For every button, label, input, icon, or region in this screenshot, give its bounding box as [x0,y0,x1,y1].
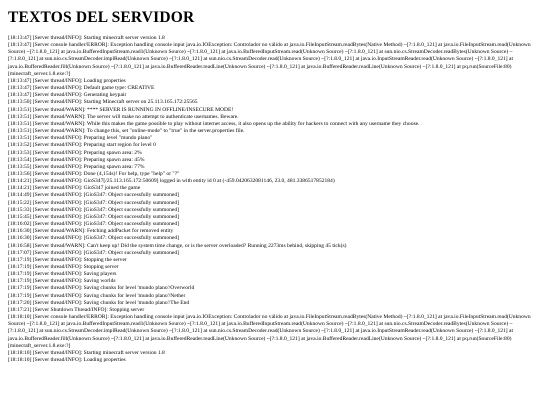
log-line: [18:18:10] [Server thread/INFO]: Starting minecraft server version 1.8 [8,349,165,356]
log-line: [18:16:30] [Server thread/WARN]: Fetching addPacket for removed entity [8,228,174,235]
log-line: [18:15:22] [Server thread/INFO]: [GioS347: Object successfully summoned] [8,199,179,206]
server-log [8,35,532,364]
log-line: [18:17:19] [Server thread/INFO]: Saving chunks for level 'mundo plano'/Overworld [8,285,195,292]
log-line: [18:17:19] [Server thread/INFO]: Saving chunks for level 'mundo plano'/Nether [8,292,186,299]
log-line: [18:13:47] [Server thread/INFO]: Generating keypair [8,92,127,99]
log-line: [18:17:19] [Server thread/INFO]: Saving worlds [8,278,116,285]
log-line: [18:13:51] [Server thread/INFO]: Preparing level "mundo plano" [8,135,153,142]
log-line: [18:13:50] [Server thread/INFO]: Starting Minecraft server on 25.113.165.172:25565 [8,99,198,106]
log-line: [18:14:49] [Server thread/INFO]: [GioS347: Object successfully summoned] [8,192,179,199]
log-line: [18:13:54] [Server thread/INFO]: Preparing spawn area: 45% [8,156,145,163]
log-line: [18:17:19] [Server thread/INFO]: Stopping server [8,264,119,270]
log-line: [18:13:51] [Server thread/WARN]: While this makes the game possible to play without internet access, it also opens up the ability for hackers to connect with any username they choose. [8,120,420,127]
log-line: [18:18:10] [Server console handler/ERROR]: Exception handling console input java.io.IOException: Controlador no válido at java.io.FileInputStream.readBytes(Native Method) ~[?:1.8.0_121] at java.io.FileInputStream.read(Unknown Source) ~[?:1.8.0_121] at java.io.BufferedInputStream.read1(Unknown Source) ~[?:1.8.0_121] at java.io.BufferedInputStream.read(Unknown Source) ~[?:1.8.0_121] at sun.nio.cs.StreamDecoder.readBytes(Unknown Source) ~[?:1.8.0_121] at sun.nio.cs.StreamDecoder.implRead(Unknown Source) ~[?:1.8.0_121] at sun.nio.cs.StreamDecoder.read(Unknown Source) ~[?:1.8.0_121] at java.io.InputStreamReader.read(Unknown Source) ~[?:1.8.0_121] at java.io.BufferedReader.fill(Unknown Source) ~[?:1.8.0_121] at java.io.BufferedReader.readLine(Unknown Source) ~[?:1.8.0_121] at java.io.BufferedReader.readLine(Unknown Source) ~[?:1.8.0_121] at pq.run(SourceFile:80) [minecraft_server.1.8.exe:?] [8,314,531,349]
log-line: [18:13:52] [Server thread/INFO]: Preparing start region for level 0 [8,142,156,149]
log-line: [18:13:51] [Server thread/WARN]: To change this, set "online-mode" to "true" in the server.properties file. [8,128,245,135]
log-line: [18:17:21] [Server Shutdown Thread/INFO]: Stopping server [8,306,145,313]
log-line: [18:13:47] [Server thread/INFO]: Starting minecraft server version 1.8 [8,35,165,41]
log-line: [18:16:02] [Server thread/INFO]: [GioS347: Object successfully summoned] [8,221,179,228]
log-line: [18:16:30] [Server thread/INFO]: [GioS347: Object successfully summoned] [8,235,179,242]
log-line: [18:17:19] [Server thread/INFO]: Stopping the server [8,256,127,263]
log-line: [18:17:19] [Server thread/INFO]: Saving players [8,271,117,278]
log-line: [18:13:55] [Server thread/INFO]: Preparing spawn area: 77% [8,163,145,170]
log-line: [18:18:10] [Server thread/INFO]: Loading properties [8,357,126,364]
log-line: [18:15:45] [Server thread/INFO]: [GioS347: Object successfully summoned] [8,213,179,220]
log-line: [18:13:51] [Server thread/WARN]: The server will make no attempt to authenticate usernames. Beware. [8,113,239,120]
log-line: [18:15:33] [Server thread/INFO]: [GioS347: Object successfully summoned] [8,206,179,213]
log-line: [18:13:56] [Server thread/INFO]: Done (4,154s)! For help, type "help" or "?" [8,170,180,177]
log-line: [18:16:58] [Server thread/WARN]: Can't keep up! Did the system time change, or is the server overloaded? Running 2273ms behind, skipping 45 tick(s) [8,242,347,249]
log-line: [18:13:53] [Server thread/INFO]: Preparing spawn area: 2% [8,149,142,156]
log-line: [18:13:51] [Server thread/WARN]: **** SERVER IS RUNNING IN OFFLINE/INSECURE MODE! [8,106,234,113]
log-line: [18:13:47] [Server console handler/ERROR]: Exception handling console input java.io.IOException: Controlador no válido at java.io.FileInputStream.readBytes(Native Method) ~[?:1.8.0_121] at java.io.FileInputStream.read(Unknown Source) ~[?:1.8.0_121] at java.io.BufferedInputStream.read1(Unknown Source) ~[?:1.8.0_121] at java.io.BufferedInputStream.read(Unknown Source) ~[?:1.8.0_121] at sun.nio.cs.StreamDecoder.readBytes(Unknown Source) ~[?:1.8.0_121] at sun.nio.cs.StreamDecoder.implRead(Unknown Source) ~[?:1.8.0_121] at sun.nio.cs.StreamDecoder.read(Unknown Source) ~[?:1.8.0_121] at java.io.InputStreamReader.read(Unknown Source) ~[?:1.8.0_121] at java.io.BufferedReader.fill(Unknown Source) ~[?:1.8.0_121] at java.io.BufferedReader.readLine(Unknown Source) ~[?:1.8.0_121] at java.io.BufferedReader.readLine(Unknown Source) ~[?:1.8.0_121] at pq.run(SourceFile:80) [minecraft_server.1.8.exe:?] [8,42,531,77]
log-line: [18:13:47] [Server thread/INFO]: Default game type: CREATIVE [8,85,155,92]
log-line: [18:13:47] [Server thread/INFO]: Loading properties [8,77,126,84]
log-line: [18:14:21] [Server thread/INFO]: GioS347 joined the game [8,185,141,192]
log-line: [18:17:20] [Server thread/INFO]: Saving chunks for level 'mundo plano'/The End [8,299,190,306]
log-line: [18:17:07] [Server thread/INFO]: [GioS347: Object successfully summoned] [8,249,179,256]
log-line: [18:14:21] [Server thread/INFO]: GioS347[/25.113.165.172:50609] logged in with entity id 0 at (-459.0420632081146, 23.0, 481.3386517852184) [8,178,335,185]
page-title: TEXTOS DEL SERVIDOR [8,9,195,26]
